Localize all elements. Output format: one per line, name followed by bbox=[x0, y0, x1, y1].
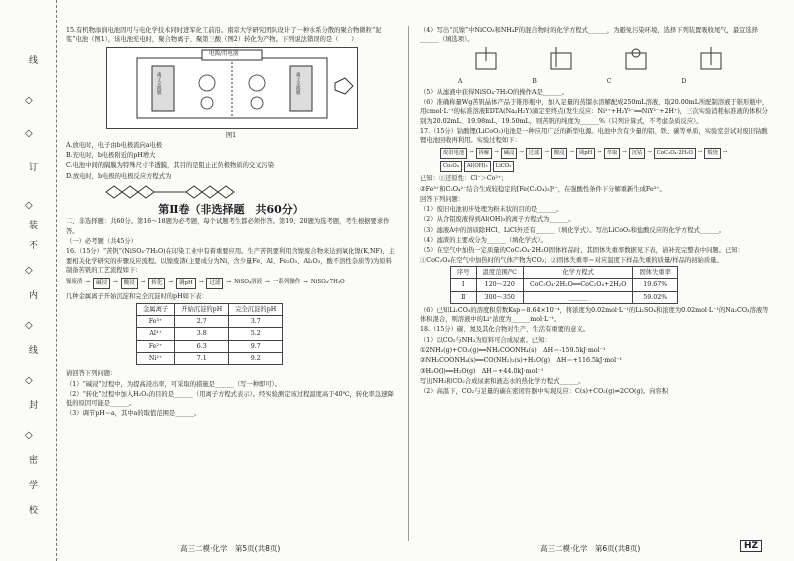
footer-right: 高三二模·化学 第6页(共8页) bbox=[540, 544, 641, 553]
left-column bbox=[66, 26, 396, 420]
flow-step: 过滤 bbox=[206, 278, 223, 289]
q18-part-2: （2）高温下，CO₂与足量的碳在密闭容器中实现反应：C(s)+CO₂(g)⇌2CO(g)。向容积 bbox=[420, 388, 669, 396]
margin-diamond: ◇ bbox=[25, 200, 33, 211]
q16-part-5: （5）从滤液中获得NiSO₄·7H₂O的操作A是______。 bbox=[420, 88, 569, 96]
margin-diamond: ◇ bbox=[25, 375, 33, 386]
margin-label: 校 bbox=[27, 505, 37, 514]
q15-option-c: C.电池中间的隔膜为特殊尺寸半透膜，其目的是阻止正负极物质的交叉污染 bbox=[66, 162, 275, 170]
margin-label: 内 bbox=[27, 290, 37, 299]
q16-part-6: （6）准确称量Wg苦钒晶体产品于锥形瓶中，加入足量的蒸馏水溶解配成250mL溶液，取20.00mL所配制溶液于锥形瓶中，用cmol·L⁻¹的标准溶液EDTA(Na₂H₂Y)滴定至终点(发生反应：Ni²⁺+H₂Y²⁻══NiY²⁻+2H⁺)，三次实验消耗标准液的体积分别为20.02mL、19.98mL、19.50mL，则苦钒的纯度为______%（只列计算式，不考虑杂质反应）。 bbox=[420, 99, 769, 125]
table-header: 开始沉淀的pH bbox=[175, 303, 229, 315]
table-header-row: 序号 温度范围/℃ 化学方程式 固体失重率 bbox=[451, 266, 678, 278]
q17-answer-5: （5）在空气中加热一定质量的CoC₂O₄·2H₂O固体样品时，其固体失重率数据见下表，请补充完整表中问题。已知：①CoC₂O₄在空气中加热时的气体产物为CO₂；②固体失重率＝对应温度下样品失重的质量/样品的初始质量。 bbox=[420, 247, 744, 264]
q17-answer-4: （4）滤渣的主要成分为______（填化学式）。 bbox=[420, 237, 547, 245]
polymer-structure-drawing bbox=[96, 182, 296, 202]
q17-known-2: ②Fe³⁺和C₂O₄²⁻结合生成较稳定的[Fe(C₂O₄)₃]³⁻，在强酸性条件下分解重新生成Fe³⁺。 bbox=[420, 185, 666, 193]
fig1-top-label: 电源/用电器 bbox=[209, 50, 239, 57]
flow-step: 镍废渣 bbox=[66, 279, 83, 286]
flow-box: 调pH bbox=[576, 148, 595, 159]
device-label-d: D bbox=[681, 77, 687, 85]
table-row: Ⅰ 120～220 CoC₂O₄·2H₂O══CoC₂O₄+2H₂O 19.67% bbox=[451, 279, 678, 291]
flow-step: 调pH bbox=[176, 278, 196, 289]
flow-box: 沉钴 bbox=[629, 148, 646, 159]
question-16: 16.（15分）“苦钒”(NiSO₄·7H₂O)在印染工业中有着重要应用。生产苦钒要利用含镍废合物来达到氧化镍(K,NF)，主要相关化学研究的步骤反应流程。以镍废渣(主要成分为Ni，含少量Fe、Al、Fe₂O₃、Al₂O₃，酸不溶性杂质等)为原料制备苦钒的工艺流程如下： bbox=[66, 248, 395, 274]
question-18: 18.（15分）碳、氮及其化合物对生产、生活有重要的意义。 bbox=[420, 326, 590, 334]
right-column bbox=[420, 26, 772, 398]
q15-option-d: D.放电时，b电极的电极反应方程式为 bbox=[66, 172, 172, 180]
table-row: Fe³⁺ 2.7 3.7 bbox=[137, 316, 283, 328]
q16-answer-2: （2）“转化”过程中加入H₂O₂的目的是______（用离子方程式表示）。经实验测定该过程温度高于40℃，转化率急速降低的原因可能是______。 bbox=[66, 390, 394, 408]
ph-table bbox=[136, 303, 283, 365]
column-divider bbox=[408, 26, 409, 541]
q18-part-1: （1）以CO₂与NH₃为原料可合成尿素。已知： bbox=[420, 336, 551, 344]
flow-box: CoC₂O₄·2H₂O bbox=[654, 148, 696, 159]
flow-box: 酸浸 bbox=[551, 148, 568, 159]
margin-label: 不 bbox=[27, 240, 37, 249]
flow-box: 萃取 bbox=[604, 148, 621, 159]
margin-label: 线 bbox=[27, 55, 37, 64]
flow-box: 过滤 bbox=[526, 148, 543, 159]
flow-step: 转化 bbox=[148, 278, 165, 289]
margin-diamond: ◇ bbox=[25, 265, 33, 276]
devices-drawing bbox=[446, 47, 746, 79]
q17-answer-2: （2）从含铝废液得到Al(OH)₃的离子方程式为______。 bbox=[420, 216, 575, 224]
battery-figure bbox=[106, 47, 358, 129]
binding-margin bbox=[0, 0, 57, 561]
flow-step: NiSO₄·7H₂O bbox=[310, 279, 345, 286]
flow-step: 酸浸 bbox=[121, 278, 138, 289]
margin-diamond: ◇ bbox=[25, 128, 33, 139]
q15-option-b: B.充电时，b电极附近的pH增大 bbox=[66, 152, 156, 160]
flow-box: Co₃O₄ bbox=[440, 161, 462, 172]
q17-answer-1: （1）废旧电池初步处理为粉末状的目的是______。 bbox=[420, 206, 563, 214]
section-intro: 二、非选择题：共60分。第16～18题为必考题，每个试题考生都必须作答。第19、20题为选考题，考生根据要求作答。 bbox=[66, 218, 390, 235]
fig1-right-label: 离子交换膜 bbox=[295, 71, 301, 95]
flow-box: Al(OH)₃ bbox=[464, 161, 491, 172]
flow-box: 拆解 bbox=[476, 148, 493, 159]
q18-eq-3: ③H₂O(l)══H₂O(g) ΔH＝+44.0kJ·mol⁻¹ bbox=[420, 367, 544, 375]
table-row: Ni²⁺ 7.1 9.2 bbox=[137, 352, 283, 364]
q16-part-4: （4）写出“沉镍”中NiCO₃和NH₄F的混合物时的化学方程式______，为避免污染环境，选择下列装置吸收尾气，最宜选择______（填选项）。 bbox=[420, 27, 759, 44]
q17-answers-head: 回答下列问题： bbox=[420, 195, 465, 203]
battery-diagram bbox=[107, 48, 357, 128]
device-label-a: A bbox=[458, 77, 463, 85]
flow-box: LiCO₃ bbox=[493, 161, 515, 172]
question-15: 15.有机物添润电池因可与电化学技术同时进军化工前沿。南京大学研究团队设计了一种水系分散的聚合物微粒“泥浆”电池（图1），该电池充电时，聚合物离子、聚第三酸（图2）转化为产物。下列说法错误的是（ ） bbox=[66, 27, 382, 44]
q16-table-caption: 几种金属离子开始沉淀和完全沉淀时的pH如下表： bbox=[66, 293, 208, 301]
q15-option-a: A.放电时，电子由b电极流向a电极 bbox=[66, 141, 163, 149]
margin-label: 密 bbox=[27, 455, 37, 464]
q17-known-1: 已知：①还原性：Cl⁻＞Co²⁺； bbox=[420, 175, 508, 183]
margin-label: 装 bbox=[27, 220, 37, 229]
q18-eq-2: ②NH₂COONH₄(s)══CO(NH₂)₂(s)+H₂O(g) ΔH＝+116.5kJ·mol⁻¹ bbox=[420, 357, 622, 365]
margin-label: 学 bbox=[27, 480, 37, 489]
q18-tail: 写出NH₃和CO₂合成尿素和液态水的热化学方程式______。 bbox=[420, 377, 585, 385]
q16-answer-1: （1）“碱浸”过程中，为提高浸出率，可采取的措施是______（写一种即可）。 bbox=[66, 380, 282, 388]
q16-answers-head: 请回答下列问题： bbox=[66, 370, 117, 378]
process-flow: 镍废渣 → 碱浸 → 酸浸 → 转化 → 调pH → 过滤 → NiSO₄溶液 → 一系列操作 → NiSO₄·7H₂O bbox=[66, 278, 396, 289]
weight-loss-table bbox=[450, 266, 678, 304]
q16-answer-3: （3）调节pH＝a，其中a的取值范围是______。 bbox=[66, 410, 201, 418]
fig1-caption: 图1 bbox=[225, 131, 237, 139]
flow-box: 碱浸 bbox=[501, 148, 518, 159]
flow-box: 煅烧 bbox=[704, 148, 721, 159]
table-header: 金属离子 bbox=[137, 303, 175, 315]
flow-step: NiSO₄溶液 bbox=[234, 279, 263, 286]
flow-step: 碱浸 bbox=[93, 278, 110, 289]
q18-eq-1: ①2NH₃(g)+CO₂(g)══NH₂COONH₄(s) ΔH＝-159.5kJ·mol⁻¹ bbox=[420, 347, 606, 355]
flow-step: 一系列操作 bbox=[272, 279, 301, 286]
table-row: Al³⁺ 3.8 5.2 bbox=[137, 328, 283, 340]
footer-left: 高三二模·化学 第5页(共8页) bbox=[180, 544, 281, 553]
table-header-row bbox=[137, 303, 283, 315]
margin-label: 订 bbox=[27, 162, 37, 171]
q17-part-6: （6）已知Li₂CO₃的溶度积常数Ksp＝8.64×10⁻⁴，将浓度为0.02mol·L⁻¹的Li₂SO₄和浓度为0.02mol·L⁻¹的Na₂CO₃溶液等体积混合，则溶液中的Li⁺浓度为______mol·L⁻¹。 bbox=[420, 306, 769, 324]
gas-absorption-devices bbox=[420, 47, 772, 79]
table-row: Fe²⁺ 6.3 9.7 bbox=[137, 340, 283, 352]
recycle-flow: 废旧电池 → 拆解 → 碱浸 → 过滤 → 酸浸 → 调pH → 萃取 → 沉钴 → CoC₂O₄·2H₂O → 煅烧 → Co₃O₄ Al(OH)₃ LiCO₃ bbox=[440, 148, 740, 173]
question-17: 17.（15分）钴酸锂(LiCoO₂)电池是一种应用广泛的新型电源。电池中含有少量的铝、铁、碳等单质，实验室尝试对废旧钴酸锂电池回收再利用。实验过程如下： bbox=[420, 128, 768, 145]
device-label-c: C bbox=[606, 77, 612, 85]
publisher-logo: HZ bbox=[740, 540, 762, 552]
table-row: Ⅱ 300～350 ______ 59.02% bbox=[451, 291, 678, 303]
fig1-left-label: 离子交换膜 bbox=[156, 71, 162, 95]
margin-label: 封 bbox=[27, 400, 37, 409]
polymer-structure bbox=[96, 182, 396, 202]
q17-answer-3: （3）滤液A中的溶质除HCl、LiCl外还有______（填化学式）。写出LiCoO₂和盐酸反应的化学方程式______。 bbox=[420, 226, 726, 234]
margin-diamond: ◇ bbox=[25, 430, 33, 441]
margin-label: 线 bbox=[27, 345, 37, 354]
table-header: 完全沉淀的pH bbox=[229, 303, 283, 315]
section-sub: （一）必考题（共45分） bbox=[66, 237, 137, 245]
device-label-b: B bbox=[532, 77, 537, 85]
margin-diamond: ◇ bbox=[25, 95, 33, 106]
margin-diamond: ◇ bbox=[25, 320, 33, 331]
section-title: 第Ⅱ卷（非选择题 共60分） bbox=[158, 203, 304, 217]
flow-box: 废旧电池 bbox=[440, 148, 467, 159]
